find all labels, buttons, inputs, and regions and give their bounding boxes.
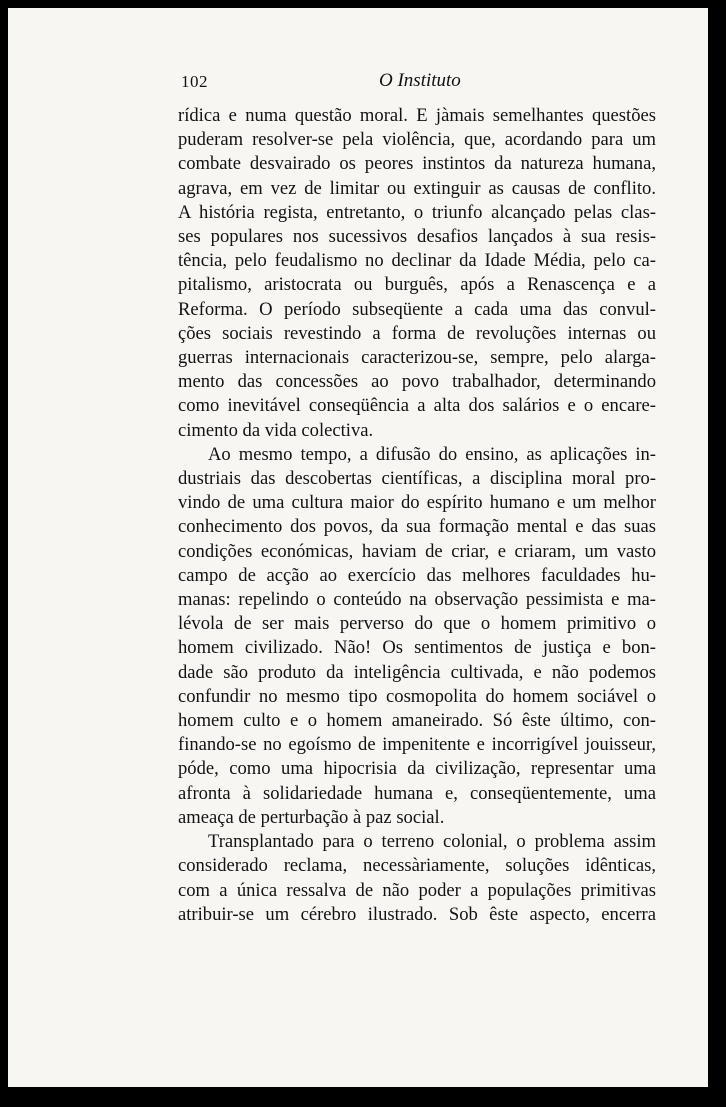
text-line: manas: repelindo o conteúdo na observação pessimista e ma- (178, 589, 656, 611)
text-line: vindo de uma cultura maior do espírito humano e um melhor (178, 492, 656, 514)
text-line: afronta à solidariedade humana e, conseqüentemente, uma (178, 782, 656, 804)
text-line: campo de acção ao exercício das melhores faculdades hu- (178, 564, 656, 586)
text-line: póde, como uma hipocrisia da civilização, representar uma (178, 758, 656, 780)
text-line: dade são produto da inteligência cultivada, e não podemos (178, 661, 656, 683)
text-line: lévola de ser mais perverso do que o homem primitivo o (178, 613, 656, 635)
text-line: cimento da vida colectiva. (178, 419, 374, 441)
text-line: ses populares nos sucessivos desafios lançados à sua resis- (178, 226, 656, 248)
running-title: O Instituto (379, 70, 461, 91)
text-line: atribuir-se um cérebro ilustrado. Sob êste aspecto, encerra (178, 903, 656, 925)
paragraph (178, 443, 656, 830)
text-line: rídica e numa questão moral. E jàmais semelhantes questões (178, 105, 656, 126)
text-line: confundir no mesmo tipo cosmopolita do homem sociável o (178, 685, 656, 707)
text-line: combate desvairado os peores instintos da natureza humana, (178, 153, 656, 175)
text-line: ameaça de perturbação à paz social. (178, 806, 445, 828)
text-line: dustriais das descobertas científicas, a disciplina moral pro- (178, 468, 656, 490)
paragraph (178, 830, 656, 927)
text-line: finando-se no egoísmo de impenitente e incorrigível jouisseur, (178, 734, 656, 756)
page-header (181, 68, 663, 94)
body-text (178, 104, 656, 927)
text-line: Reforma. O período subseqüente a cada uma das convul- (178, 298, 656, 320)
text-line: tência, pelo feudalismo no declinar da Idade Média, pelo ca- (178, 250, 656, 272)
text-line: Ao mesmo tempo, a difusão do ensino, as aplicações in- (208, 443, 656, 465)
text-line: pitalismo, aristocrata ou burguês, após a Renascença e a (178, 274, 656, 296)
text-line: conhecimento dos povos, da sua formação mental e das suas (178, 516, 656, 538)
paragraph (178, 104, 656, 443)
page-number: 102 (181, 72, 208, 91)
text-line: condições económicas, haviam de criar, e criaram, um vasto (178, 540, 656, 562)
text-line: puderam resolver-se pela violência, que, acordando para um (178, 129, 656, 151)
text-line: ções sociais revestindo a forma de revoluções internas ou (178, 322, 656, 344)
text-line: A história regista, entretanto, o triunfo alcançado pelas clas- (178, 201, 656, 223)
text-line: homem culto e o homem amaneirado. Só êste último, con- (178, 710, 656, 732)
text-line: como inevitável conseqüência a alta dos salários e o encare- (178, 395, 656, 417)
text-line: Transplantado para o terreno colonial, o problema assim (208, 831, 656, 853)
text-line: com a única ressalva de não poder a populações primitivas (178, 879, 656, 901)
text-line: homem civilizado. Não! Os sentimentos de justiça e bon- (178, 637, 656, 659)
text-line: guerras internacionais caracterizou-se, sempre, pelo alarga- (178, 347, 656, 369)
text-line: mento das concessões ao povo trabalhador, determinando (178, 371, 656, 393)
text-line: agrava, em vez de limitar ou extinguir as causas de conflito. (178, 177, 656, 199)
text-line: considerado reclama, necessàriamente, soluções idênticas, (178, 855, 656, 877)
